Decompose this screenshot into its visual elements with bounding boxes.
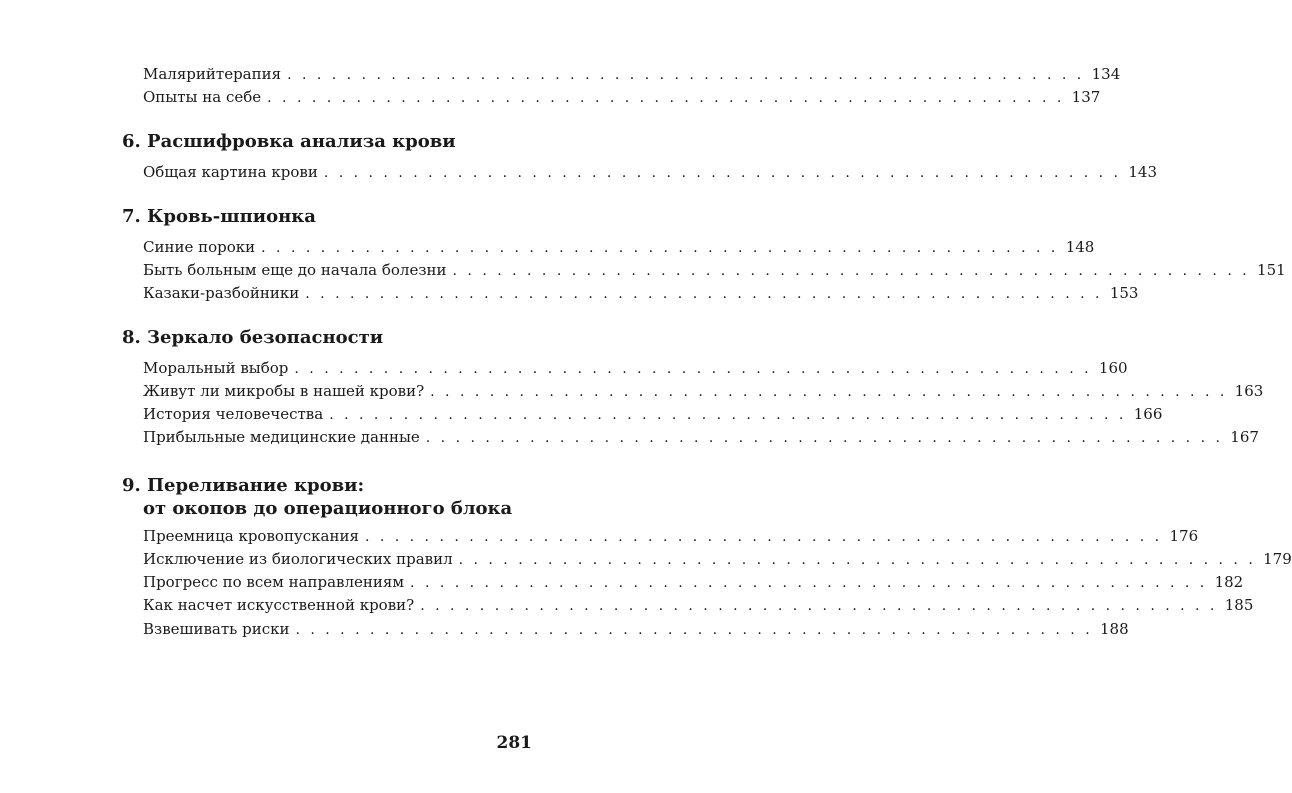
toc-entry-title: Моральный выбор bbox=[143, 359, 289, 377]
toc-entry bbox=[143, 549, 1292, 570]
toc-entry-page: 143 bbox=[1128, 163, 1157, 181]
toc-entry bbox=[143, 595, 1254, 616]
leader-dots: . . . . . . . . . . . . . . . . . . . . . . . . . . . . . . . . . . . . . . . . . . . . . . . . . . . . . . bbox=[410, 575, 1208, 591]
toc-entry bbox=[143, 237, 1095, 258]
leader-dots: . . . . . . . . . . . . . . . . . . . . . . . . . . . . . . . . . . . . . . . . . . . . . . . . . . . . . . bbox=[295, 622, 1093, 638]
chapter-heading-continuation: от окопов до операционного блока bbox=[143, 498, 513, 519]
leader-dots: . . . . . . . . . . . . . . . . . . . . . . . . . . . . . . . . . . . . . . . . . . . . . . . . . . . . . . bbox=[364, 529, 1163, 545]
chapter-heading: 6. Расшифровка анализа крови bbox=[122, 131, 456, 152]
toc-entry bbox=[143, 381, 1264, 402]
leader-dots: . . . . . . . . . . . . . . . . . . . . . . . . . . . . . . . . . . . . . . . . . . . . . . . . . . . . . . bbox=[267, 90, 1065, 106]
leader-dots: . . . . . . . . . . . . . . . . . . . . . . . . . . . . . . . . . . . . . . . . . . . . . . . . . . . . . . bbox=[425, 430, 1223, 446]
leader-dots: . . . . . . . . . . . . . . . . . . . . . . . . . . . . . . . . . . . . . . . . . . . . . . . . . . . . . . bbox=[305, 286, 1103, 302]
leader-dots: . . . . . . . . . . . . . . . . . . . . . . . . . . . . . . . . . . . . . . . . . . . . . . . . . . . . . . bbox=[452, 263, 1250, 279]
toc-entry bbox=[143, 87, 1101, 108]
toc-entry-title: Казаки-разбойники bbox=[143, 284, 300, 302]
toc-entry-page: 188 bbox=[1100, 620, 1129, 638]
leader-dots: . . . . . . . . . . . . . . . . . . . . . . . . . . . . . . . . . . . . . . . . . . . . . . . . . . . . . . bbox=[420, 598, 1218, 614]
toc-entry-page: 166 bbox=[1133, 405, 1163, 423]
leader-dots: . . . . . . . . . . . . . . . . . . . . . . . . . . . . . . . . . . . . . . . . . . . . . . . . . . . . . . bbox=[287, 67, 1085, 83]
toc-entry-title: Взвешивать риски bbox=[143, 620, 290, 638]
toc-entry bbox=[143, 260, 1286, 281]
toc-entry-title: Общая картина крови bbox=[143, 163, 318, 181]
leader-dots: . . . . . . . . . . . . . . . . . . . . . . . . . . . . . . . . . . . . . . . . . . . . . . . . . . . . . . bbox=[261, 240, 1059, 256]
leader-dots: . . . . . . . . . . . . . . . . . . . . . . . . . . . . . . . . . . . . . . . . . . . . . . . . . . . . . . bbox=[430, 384, 1228, 400]
toc-entry-page: 185 bbox=[1224, 596, 1254, 614]
toc-entry-title: Синие пороки bbox=[143, 238, 256, 256]
toc-entry bbox=[143, 283, 1139, 304]
toc-entry-page: 167 bbox=[1230, 428, 1259, 446]
chapter-heading: 8. Зеркало безопасности bbox=[122, 327, 384, 348]
toc-entry-title: Живут ли микробы в нашей крови? bbox=[143, 382, 425, 400]
leader-dots: . . . . . . . . . . . . . . . . . . . . . . . . . . . . . . . . . . . . . . . . . . . . . . . . . . . . . . bbox=[294, 361, 1092, 377]
toc-entry bbox=[143, 427, 1259, 448]
toc-entry-page: 151 bbox=[1257, 261, 1286, 279]
chapter-heading: 7. Кровь-шпионка bbox=[122, 206, 316, 227]
toc-entry-page: 134 bbox=[1091, 65, 1121, 83]
toc-entry-title: Прибыльные медицинские данные bbox=[143, 428, 420, 446]
toc-entry-title: Исключение из биологических правил bbox=[143, 550, 453, 568]
page-number: 281 bbox=[496, 733, 532, 753]
toc-entry bbox=[143, 162, 1157, 183]
toc-entry-title: Как насчет искусственной крови? bbox=[143, 596, 415, 614]
toc-entry-page: 176 bbox=[1169, 527, 1199, 545]
toc-entry-page: 163 bbox=[1234, 382, 1264, 400]
toc-entry-page: 182 bbox=[1214, 573, 1244, 591]
toc-entry-page: 179 bbox=[1263, 550, 1292, 568]
toc-entry-title: Преемница кровопускания bbox=[143, 527, 359, 545]
toc-entry-page: 153 bbox=[1109, 284, 1139, 302]
leader-dots: . . . . . . . . . . . . . . . . . . . . . . . . . . . . . . . . . . . . . . . . . . . . . . . . . . . . . . bbox=[323, 165, 1121, 181]
toc-entry bbox=[143, 619, 1129, 640]
toc-entry-title: Быть больным еще до начала болезни bbox=[143, 261, 447, 279]
toc-entry-title: История человечества bbox=[143, 405, 324, 423]
toc-entry-title: Опыты на себе bbox=[143, 88, 262, 106]
leader-dots: . . . . . . . . . . . . . . . . . . . . . . . . . . . . . . . . . . . . . . . . . . . . . . . . . . . . . . bbox=[329, 407, 1127, 423]
toc-entry bbox=[143, 358, 1128, 379]
toc-entry-title: Малярийтерапия bbox=[143, 65, 282, 83]
toc-entry-page: 160 bbox=[1098, 359, 1128, 377]
toc-entry-page: 148 bbox=[1065, 238, 1095, 256]
toc-entry-title: Прогресс по всем направлениям bbox=[143, 573, 405, 591]
toc-entry-page: 137 bbox=[1071, 88, 1101, 106]
toc-entry bbox=[143, 64, 1121, 85]
toc-entry bbox=[143, 572, 1244, 593]
leader-dots: . . . . . . . . . . . . . . . . . . . . . . . . . . . . . . . . . . . . . . . . . . . . . . . . . . . . . . bbox=[458, 552, 1256, 568]
toc-entry bbox=[143, 526, 1199, 547]
toc-entry bbox=[143, 404, 1163, 425]
chapter-heading: 9. Переливание крови: bbox=[122, 475, 365, 496]
